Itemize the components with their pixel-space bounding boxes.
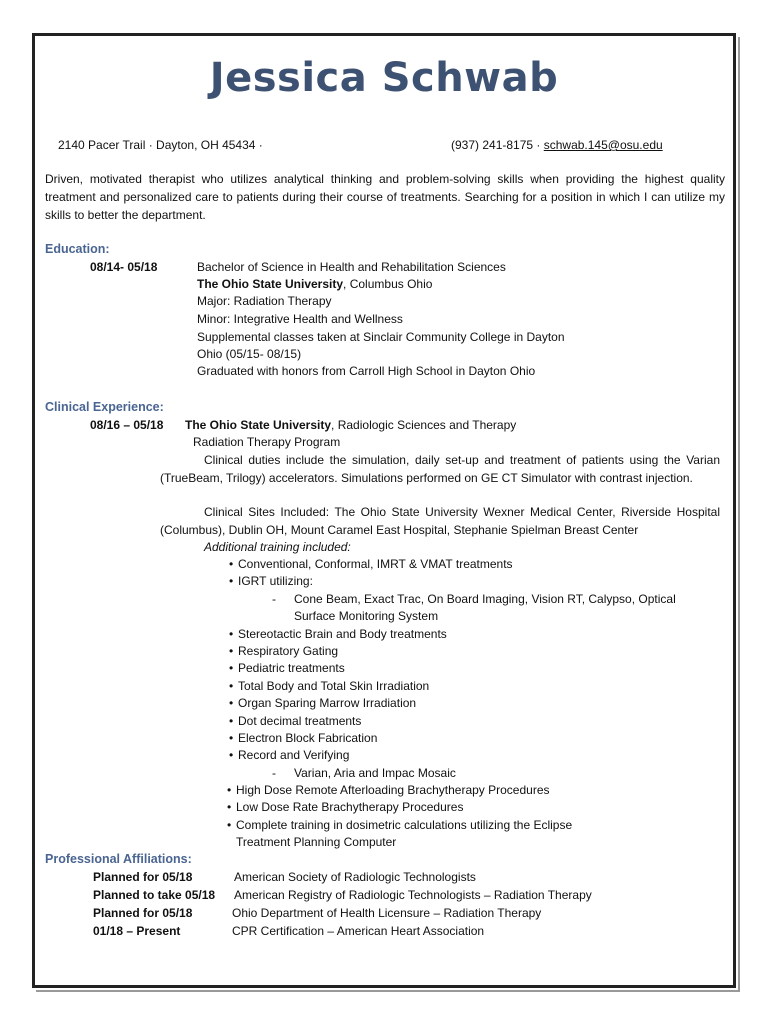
bullet-icon: • xyxy=(229,714,234,728)
bullet-item: Respiratory Gating xyxy=(238,644,339,658)
education-degree: Bachelor of Science in Health and Rehabilitation Sciences xyxy=(197,260,506,274)
affiliation-status: Planned for 05/18 xyxy=(93,870,193,884)
affiliation-status: 01/18 – Present xyxy=(93,924,181,938)
bullet-icon: • xyxy=(229,661,234,675)
contact-address: 2140 Pacer Trail · Dayton, OH 45434 · xyxy=(58,138,263,152)
bullet-icon: • xyxy=(229,679,234,693)
clinical-program: Radiation Therapy Program xyxy=(193,435,341,449)
bullet-icon: • xyxy=(229,627,234,641)
sub-bullet-item: Cone Beam, Exact Trac, On Board Imaging, Vision RT, Calypso, Optical xyxy=(294,592,676,606)
bullet-item: Complete training in dosimetric calculations utilizing the Eclipse xyxy=(236,818,573,832)
education-school-line xyxy=(197,277,432,291)
bullet-item: IGRT utilizing: xyxy=(238,574,313,588)
affiliation-org: Ohio Department of Health Licensure – Radiation Therapy xyxy=(232,906,542,920)
clinical-sites: Clinical Sites Included: The Ohio State University Wexner Medical Center, Riverside Hospital (Columbus), Dublin OH, Mount Caramel East Hospital, Stephanie Spielman Breast Center xyxy=(160,505,720,537)
bullet-icon: • xyxy=(227,818,232,832)
bullet-item-cont: Treatment Planning Computer xyxy=(236,835,397,849)
bullet-icon: • xyxy=(227,783,232,797)
education-supplemental: Supplemental classes taken at Sinclair Community College in Dayton xyxy=(197,330,565,344)
bullet-item: Electron Block Fabrication xyxy=(238,731,378,745)
bullet-item: Stereotactic Brain and Body treatments xyxy=(238,627,447,641)
clinical-dates: 08/16 – 05/18 xyxy=(90,418,164,432)
clinical-heading: Clinical Experience: xyxy=(45,400,164,414)
education-dates: 08/14- 05/18 xyxy=(90,260,158,274)
bullet-item: Pediatric treatments xyxy=(238,661,345,675)
bullet-item: High Dose Remote Afterloading Brachytherapy Procedures xyxy=(236,783,550,797)
bullet-icon: • xyxy=(229,696,234,710)
summary: Driven, motivated therapist who utilizes analytical thinking and problem-solving skills when providing the highest quality treatment and personalized care to patients during their course of treatments. Searching for a position in which I can utilize my skills to better the department. xyxy=(45,172,725,222)
education-heading: Education: xyxy=(45,242,110,256)
education-major: Major: Radiation Therapy xyxy=(197,294,332,308)
bullet-item: Low Dose Rate Brachytherapy Procedures xyxy=(236,800,464,814)
affiliation-org: American Society of Radiologic Technologists xyxy=(234,870,476,884)
bullet-icon: • xyxy=(229,557,234,571)
bullet-item: Conventional, Conformal, IMRT & VMAT treatments xyxy=(238,557,513,571)
contact-email[interactable]: schwab.145@osu.edu xyxy=(543,138,663,152)
bullet-icon: • xyxy=(229,574,234,588)
sub-bullet-item-cont: Surface Monitoring System xyxy=(294,609,439,623)
clinical-duties: Clinical duties include the simulation, daily set-up and treatment of patients using the Varian (TrueBeam, Trilogy) accelerators. Simulations performed on GE CT Simulator with contrast injection. xyxy=(160,453,720,485)
clinical-institution: The Ohio State University xyxy=(185,418,332,432)
education-highschool: Graduated with honors from Carroll High School in Dayton Ohio xyxy=(197,364,536,378)
sub-bullet-item: Varian, Aria and Impac Mosaic xyxy=(294,766,456,780)
bullet-icon: • xyxy=(227,800,232,814)
affiliation-status: Planned to take 05/18 xyxy=(93,888,216,902)
affiliation-org: American Registry of Radiologic Technologists – Radiation Therapy xyxy=(234,888,592,902)
bullet-icon: • xyxy=(229,731,234,745)
clinical-additional-label: Additional training included: xyxy=(204,540,351,554)
clinical-institution-line xyxy=(185,418,516,432)
bullet-item: Total Body and Total Skin Irradiation xyxy=(238,679,430,693)
affiliation-status: Planned for 05/18 xyxy=(93,906,193,920)
affiliations-heading: Professional Affiliations: xyxy=(45,852,192,866)
education-supplemental-dates: Ohio (05/15- 08/15) xyxy=(197,347,302,361)
bullet-icon: • xyxy=(229,644,234,658)
education-minor: Minor: Integrative Health and Wellness xyxy=(197,312,403,326)
education-school-location: , Columbus Ohio xyxy=(343,277,433,291)
bullet-item: Record and Verifying xyxy=(238,748,350,762)
education-school: The Ohio State University xyxy=(197,277,344,291)
clinical-department: , Radiologic Sciences and Therapy xyxy=(331,418,517,432)
contact-phone: (937) 241-8175 · xyxy=(451,138,544,152)
bullet-item: Dot decimal treatments xyxy=(238,714,362,728)
affiliation-org: CPR Certification – American Heart Association xyxy=(232,924,485,938)
contact-phone-email xyxy=(451,138,663,152)
resume-name: Jessica Schwab xyxy=(209,55,559,101)
dash-icon: - xyxy=(272,766,276,780)
dash-icon: - xyxy=(272,592,276,606)
bullet-item: Organ Sparing Marrow Irradiation xyxy=(238,696,417,710)
bullet-icon: • xyxy=(229,748,234,762)
